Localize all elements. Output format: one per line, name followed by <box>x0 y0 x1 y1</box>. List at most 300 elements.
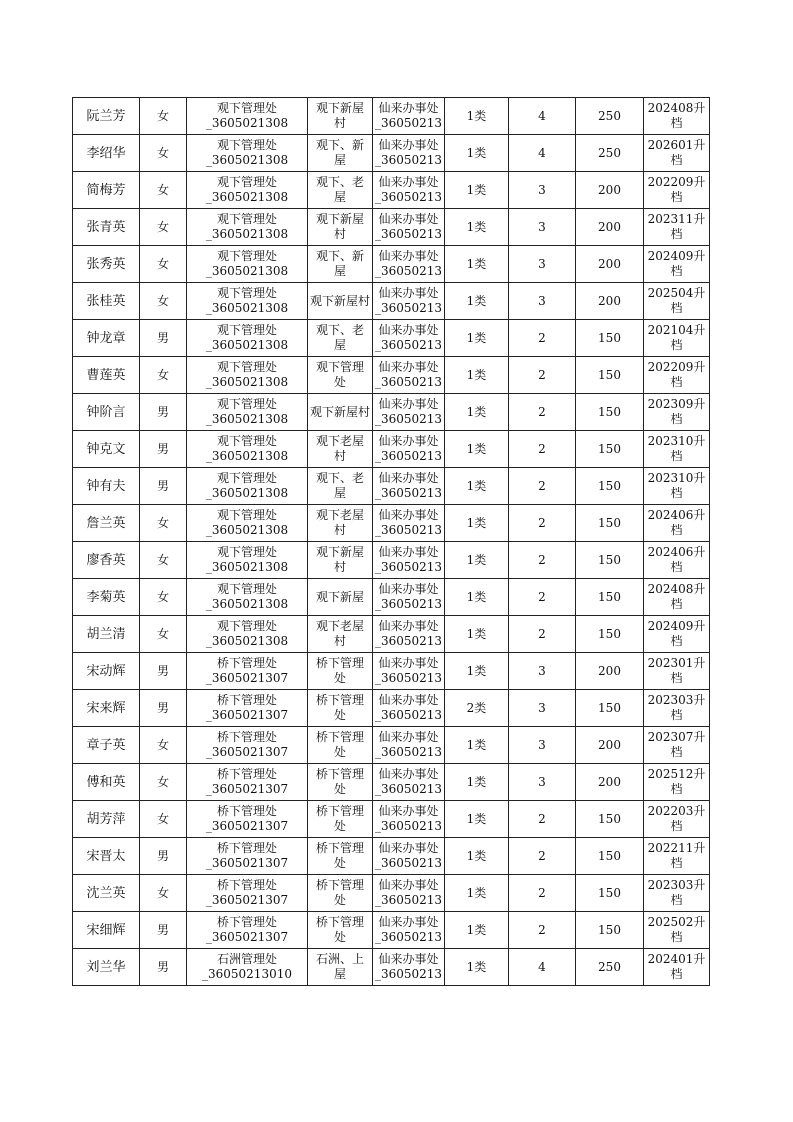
note-cell-line: 202203升 <box>647 804 706 818</box>
level-cell: 3 <box>509 246 576 283</box>
table-row <box>73 246 710 283</box>
subdistrict-cell-line: 仙来办事处 <box>378 619 439 633</box>
category-cell: 1类 <box>445 468 509 505</box>
subdistrict-cell-line: _36050213 <box>374 153 443 167</box>
office-cell <box>187 801 308 838</box>
table-row <box>73 616 710 653</box>
name-cell: 曹莲英 <box>73 357 140 394</box>
village-cell <box>308 838 373 875</box>
village-cell-line: 观下新屋村 <box>309 404 370 419</box>
village-cell-line: 处 <box>333 375 346 389</box>
office-cell-line: 观下管理处 <box>216 323 277 337</box>
village-cell-line: 处 <box>333 671 346 685</box>
subdistrict-cell-line: 仙来办事处 <box>378 323 439 337</box>
office-cell <box>187 912 308 949</box>
village-cell-line: 观下老屋 <box>315 508 364 522</box>
village-cell-line: 桥下管理 <box>315 915 364 929</box>
note-cell <box>644 875 710 912</box>
office-cell-line: 观下管理处 <box>216 101 277 115</box>
office-cell-line: _3605021308 <box>205 301 289 315</box>
office-cell <box>187 394 308 431</box>
category-cell: 1类 <box>445 727 509 764</box>
name-cell: 胡芳萍 <box>73 801 140 838</box>
note-cell-line: 档 <box>670 597 683 611</box>
table-row <box>73 394 710 431</box>
office-cell <box>187 283 308 320</box>
amount-cell: 150 <box>576 357 644 394</box>
note-cell <box>644 542 710 579</box>
subdistrict-cell-line: _36050213 <box>374 930 443 944</box>
level-cell: 3 <box>509 690 576 727</box>
village-cell-line: 村 <box>333 116 346 130</box>
village-cell <box>308 949 373 986</box>
subdistrict-cell-line: _36050213 <box>374 301 443 315</box>
subdistrict-cell-line: _36050213 <box>374 819 443 833</box>
village-cell <box>308 172 373 209</box>
gender-cell: 男 <box>140 653 187 690</box>
village-cell-line: 村 <box>333 523 346 537</box>
village-cell <box>308 912 373 949</box>
subdistrict-cell <box>373 579 445 616</box>
office-cell-line: _3605021308 <box>205 523 289 537</box>
office-cell-line: 桥下管理处 <box>216 915 277 929</box>
note-cell <box>644 320 710 357</box>
level-cell: 2 <box>509 431 576 468</box>
subdistrict-cell-line: 仙来办事处 <box>378 656 439 670</box>
office-cell-line: 观下管理处 <box>216 619 277 633</box>
note-cell-line: 202502升 <box>647 915 706 929</box>
gender-cell: 男 <box>140 690 187 727</box>
table-row <box>73 98 710 135</box>
category-cell: 1类 <box>445 653 509 690</box>
village-cell <box>308 764 373 801</box>
category-cell: 1类 <box>445 135 509 172</box>
table-row <box>73 838 710 875</box>
name-cell: 张桂英 <box>73 283 140 320</box>
village-cell-line: 观下、老 <box>315 175 364 189</box>
note-cell-line: 档 <box>670 190 683 204</box>
level-cell: 2 <box>509 912 576 949</box>
note-cell-line: 202408升 <box>647 582 706 596</box>
village-cell-line: 观下新屋 <box>315 545 364 559</box>
village-cell-line: 桥下管理 <box>315 804 364 818</box>
village-cell-line: 观下老屋 <box>315 619 364 633</box>
gender-cell: 男 <box>140 394 187 431</box>
gender-cell: 女 <box>140 135 187 172</box>
village-cell-line: 桥下管理 <box>315 767 364 781</box>
office-cell-line: _3605021308 <box>205 227 289 241</box>
level-cell: 2 <box>509 357 576 394</box>
village-cell-line: 处 <box>333 930 346 944</box>
level-cell: 3 <box>509 653 576 690</box>
table-row <box>73 135 710 172</box>
village-cell-line: 村 <box>333 449 346 463</box>
note-cell <box>644 431 710 468</box>
table-row <box>73 431 710 468</box>
note-cell-line: 档 <box>670 745 683 759</box>
level-cell: 2 <box>509 468 576 505</box>
name-cell: 简梅芳 <box>73 172 140 209</box>
office-cell-line: 观下管理处 <box>216 582 277 596</box>
note-cell-line: 档 <box>670 486 683 500</box>
name-cell: 李绍华 <box>73 135 140 172</box>
amount-cell: 150 <box>576 616 644 653</box>
category-cell: 1类 <box>445 875 509 912</box>
level-cell: 2 <box>509 801 576 838</box>
subdistrict-cell-line: _36050213 <box>374 560 443 574</box>
office-cell <box>187 135 308 172</box>
village-cell-line: 桥下管理 <box>315 656 364 670</box>
amount-cell: 150 <box>576 801 644 838</box>
gender-cell: 男 <box>140 912 187 949</box>
subdistrict-cell-line: 仙来办事处 <box>378 175 439 189</box>
subdistrict-cell <box>373 283 445 320</box>
office-cell <box>187 98 308 135</box>
village-cell-line: 观下管理 <box>315 360 364 374</box>
village-cell <box>308 283 373 320</box>
village-cell-line: 观下、老 <box>315 471 364 485</box>
note-cell <box>644 209 710 246</box>
village-cell-line: 观下、新 <box>315 249 364 263</box>
gender-cell: 女 <box>140 616 187 653</box>
office-cell <box>187 172 308 209</box>
note-cell-line: 档 <box>670 153 683 167</box>
office-cell-line: _3605021307 <box>205 930 289 944</box>
amount-cell: 250 <box>576 135 644 172</box>
subdistrict-cell <box>373 727 445 764</box>
office-cell <box>187 246 308 283</box>
note-cell <box>644 172 710 209</box>
note-cell-line: 202303升 <box>647 878 706 892</box>
amount-cell: 200 <box>576 209 644 246</box>
level-cell: 2 <box>509 579 576 616</box>
roster-body <box>73 98 710 986</box>
note-cell-line: 档 <box>670 819 683 833</box>
office-cell-line: 桥下管理处 <box>216 656 277 670</box>
subdistrict-cell-line: 仙来办事处 <box>378 138 439 152</box>
subdistrict-cell-line: _36050213 <box>374 745 443 759</box>
village-cell-line: 石洲、上 <box>315 952 364 966</box>
amount-cell: 150 <box>576 320 644 357</box>
note-cell-line: 202401升 <box>647 952 706 966</box>
name-cell: 钟克文 <box>73 431 140 468</box>
subdistrict-cell-line: _36050213 <box>374 782 443 796</box>
note-cell <box>644 838 710 875</box>
category-cell: 1类 <box>445 764 509 801</box>
village-cell <box>308 690 373 727</box>
table-row <box>73 579 710 616</box>
subdistrict-cell-line: 仙来办事处 <box>378 730 439 744</box>
gender-cell: 男 <box>140 838 187 875</box>
note-cell-line: 档 <box>670 523 683 537</box>
subdistrict-cell-line: _36050213 <box>374 190 443 204</box>
village-cell-line: 观下新屋 <box>315 101 364 115</box>
level-cell: 2 <box>509 320 576 357</box>
note-cell <box>644 98 710 135</box>
category-cell: 1类 <box>445 283 509 320</box>
note-cell-line: 档 <box>670 412 683 426</box>
subdistrict-cell <box>373 690 445 727</box>
name-cell: 钟有夫 <box>73 468 140 505</box>
office-cell-line: 观下管理处 <box>216 175 277 189</box>
table-row <box>73 875 710 912</box>
name-cell: 李菊英 <box>73 579 140 616</box>
village-cell-line: 屋 <box>333 264 346 278</box>
amount-cell: 250 <box>576 949 644 986</box>
note-cell-line: 202406升 <box>647 545 706 559</box>
office-cell-line: 观下管理处 <box>216 471 277 485</box>
amount-cell: 200 <box>576 283 644 320</box>
subdistrict-cell-line: 仙来办事处 <box>378 249 439 263</box>
subdistrict-cell <box>373 801 445 838</box>
note-cell-line: 202409升 <box>647 249 706 263</box>
level-cell: 3 <box>509 172 576 209</box>
note-cell-line: 档 <box>670 930 683 944</box>
village-cell-line: 桥下管理 <box>315 730 364 744</box>
table-row <box>73 209 710 246</box>
office-cell-line: _3605021308 <box>205 560 289 574</box>
note-cell-line: 档 <box>670 967 683 981</box>
village-cell <box>308 542 373 579</box>
office-cell-line: _3605021307 <box>205 671 289 685</box>
subdistrict-cell <box>373 505 445 542</box>
office-cell <box>187 690 308 727</box>
subdistrict-cell-line: 仙来办事处 <box>378 841 439 855</box>
office-cell-line: _3605021307 <box>205 819 289 833</box>
village-cell-line: 屋 <box>333 486 346 500</box>
name-cell: 阮兰芳 <box>73 98 140 135</box>
note-cell-line: 202310升 <box>647 471 706 485</box>
name-cell: 宋细辉 <box>73 912 140 949</box>
name-cell: 钟龙章 <box>73 320 140 357</box>
name-cell: 宋来辉 <box>73 690 140 727</box>
village-cell-line: 观下新屋村 <box>309 293 370 308</box>
village-cell-line: 处 <box>333 893 346 907</box>
name-cell: 沈兰英 <box>73 875 140 912</box>
subdistrict-cell-line: _36050213 <box>374 708 443 722</box>
village-cell <box>308 579 373 616</box>
note-cell-line: 202209升 <box>647 360 706 374</box>
village-cell-line: 桥下管理 <box>315 693 364 707</box>
village-cell <box>308 431 373 468</box>
category-cell: 1类 <box>445 209 509 246</box>
gender-cell: 女 <box>140 801 187 838</box>
gender-cell: 女 <box>140 875 187 912</box>
office-cell-line: 观下管理处 <box>216 434 277 448</box>
office-cell-line: _3605021308 <box>205 597 289 611</box>
level-cell: 2 <box>509 542 576 579</box>
office-cell-line: 观下管理处 <box>216 212 277 226</box>
gender-cell: 男 <box>140 320 187 357</box>
office-cell <box>187 875 308 912</box>
village-cell-line: 处 <box>333 856 346 870</box>
note-cell-line: 202211升 <box>647 841 706 855</box>
name-cell: 宋动辉 <box>73 653 140 690</box>
level-cell: 2 <box>509 838 576 875</box>
office-cell-line: _3605021308 <box>205 486 289 500</box>
category-cell: 1类 <box>445 801 509 838</box>
office-cell-line: 观下管理处 <box>216 138 277 152</box>
note-cell <box>644 505 710 542</box>
table-row <box>73 542 710 579</box>
note-cell <box>644 690 710 727</box>
name-cell: 宋晋太 <box>73 838 140 875</box>
amount-cell: 200 <box>576 727 644 764</box>
amount-cell: 150 <box>576 431 644 468</box>
amount-cell: 200 <box>576 764 644 801</box>
note-cell-line: 202601升 <box>647 138 706 152</box>
village-cell-line: 屋 <box>333 967 346 981</box>
note-cell <box>644 283 710 320</box>
subdistrict-cell-line: _36050213 <box>374 449 443 463</box>
subdistrict-cell-line: 仙来办事处 <box>378 101 439 115</box>
village-cell-line: 观下、老 <box>315 323 364 337</box>
gender-cell: 女 <box>140 727 187 764</box>
subdistrict-cell-line: _36050213 <box>374 264 443 278</box>
category-cell: 1类 <box>445 431 509 468</box>
office-cell <box>187 209 308 246</box>
subdistrict-cell-line: _36050213 <box>374 967 443 981</box>
subdistrict-cell <box>373 764 445 801</box>
level-cell: 3 <box>509 764 576 801</box>
village-cell <box>308 875 373 912</box>
village-cell-line: 桥下管理 <box>315 878 364 892</box>
village-cell <box>308 357 373 394</box>
level-cell: 2 <box>509 616 576 653</box>
table-row <box>73 912 710 949</box>
category-cell: 1类 <box>445 394 509 431</box>
village-cell <box>308 394 373 431</box>
category-cell: 1类 <box>445 505 509 542</box>
village-cell-line: 村 <box>333 227 346 241</box>
subdistrict-cell-line: 仙来办事处 <box>378 471 439 485</box>
level-cell: 4 <box>509 98 576 135</box>
office-cell-line: _3605021308 <box>205 153 289 167</box>
office-cell-line: _3605021308 <box>205 412 289 426</box>
subdistrict-cell-line: 仙来办事处 <box>378 804 439 818</box>
note-cell-line: 档 <box>670 375 683 389</box>
office-cell <box>187 357 308 394</box>
office-cell-line: 桥下管理处 <box>216 841 277 855</box>
name-cell: 胡兰清 <box>73 616 140 653</box>
office-cell <box>187 616 308 653</box>
table-row <box>73 653 710 690</box>
amount-cell: 150 <box>576 875 644 912</box>
note-cell-line: 202307升 <box>647 730 706 744</box>
table-row <box>73 505 710 542</box>
note-cell <box>644 579 710 616</box>
gender-cell: 女 <box>140 764 187 801</box>
table-row <box>73 468 710 505</box>
office-cell-line: 观下管理处 <box>216 545 277 559</box>
note-cell-line: 档 <box>670 264 683 278</box>
village-cell <box>308 505 373 542</box>
note-cell-line: 202104升 <box>647 323 706 337</box>
office-cell-line: 石洲管理处 <box>216 952 277 966</box>
office-cell-line: _3605021308 <box>205 634 289 648</box>
category-cell: 1类 <box>445 246 509 283</box>
level-cell: 4 <box>509 949 576 986</box>
amount-cell: 150 <box>576 394 644 431</box>
office-cell <box>187 653 308 690</box>
subdistrict-cell <box>373 98 445 135</box>
note-cell-line: 档 <box>670 449 683 463</box>
note-cell-line: 202311升 <box>647 212 706 226</box>
village-cell-line: 处 <box>333 819 346 833</box>
table-row <box>73 357 710 394</box>
name-cell: 傅和英 <box>73 764 140 801</box>
subdistrict-cell-line: 仙来办事处 <box>378 212 439 226</box>
note-cell-line: 档 <box>670 560 683 574</box>
name-cell: 章子英 <box>73 727 140 764</box>
subdistrict-cell-line: 仙来办事处 <box>378 508 439 522</box>
table-row <box>73 172 710 209</box>
office-cell-line: 观下管理处 <box>216 286 277 300</box>
amount-cell: 150 <box>576 542 644 579</box>
level-cell: 2 <box>509 505 576 542</box>
note-cell-line: 档 <box>670 227 683 241</box>
level-cell: 2 <box>509 875 576 912</box>
office-cell-line: _3605021308 <box>205 338 289 352</box>
subdistrict-cell <box>373 468 445 505</box>
note-cell-line: 202209升 <box>647 175 706 189</box>
subdistrict-cell-line: 仙来办事处 <box>378 767 439 781</box>
category-cell: 1类 <box>445 949 509 986</box>
office-cell-line: _3605021308 <box>205 264 289 278</box>
office-cell <box>187 727 308 764</box>
subdistrict-cell-line: _36050213 <box>374 671 443 685</box>
note-cell-line: 202504升 <box>647 286 706 300</box>
subdistrict-cell-line: 仙来办事处 <box>378 582 439 596</box>
note-cell <box>644 912 710 949</box>
table-row <box>73 949 710 986</box>
office-cell <box>187 505 308 542</box>
gender-cell: 女 <box>140 172 187 209</box>
note-cell-line: 202301升 <box>647 656 706 670</box>
level-cell: 4 <box>509 135 576 172</box>
note-cell-line: 202406升 <box>647 508 706 522</box>
gender-cell: 女 <box>140 542 187 579</box>
gender-cell: 女 <box>140 283 187 320</box>
note-cell-line: 202303升 <box>647 693 706 707</box>
note-cell <box>644 468 710 505</box>
office-cell-line: _3605021307 <box>205 856 289 870</box>
table-row <box>73 283 710 320</box>
note-cell-line: 档 <box>670 301 683 315</box>
subdistrict-cell <box>373 246 445 283</box>
village-cell-line: 观下老屋 <box>315 434 364 448</box>
subdistrict-cell <box>373 875 445 912</box>
subdistrict-cell <box>373 912 445 949</box>
office-cell <box>187 764 308 801</box>
office-cell-line: _3605021308 <box>205 449 289 463</box>
note-cell-line: 档 <box>670 634 683 648</box>
village-cell-line: 处 <box>333 708 346 722</box>
subdistrict-cell <box>373 616 445 653</box>
subdistrict-cell <box>373 838 445 875</box>
office-cell-line: _3605021308 <box>205 190 289 204</box>
village-cell-line: 村 <box>333 560 346 574</box>
subdistrict-cell-line: 仙来办事处 <box>378 915 439 929</box>
subdistrict-cell-line: _36050213 <box>374 486 443 500</box>
subdistrict-cell <box>373 209 445 246</box>
office-cell-line: 观下管理处 <box>216 249 277 263</box>
note-cell <box>644 616 710 653</box>
office-cell-line: 桥下管理处 <box>216 693 277 707</box>
note-cell-line: 202409升 <box>647 619 706 633</box>
table-row <box>73 690 710 727</box>
subdistrict-cell <box>373 653 445 690</box>
